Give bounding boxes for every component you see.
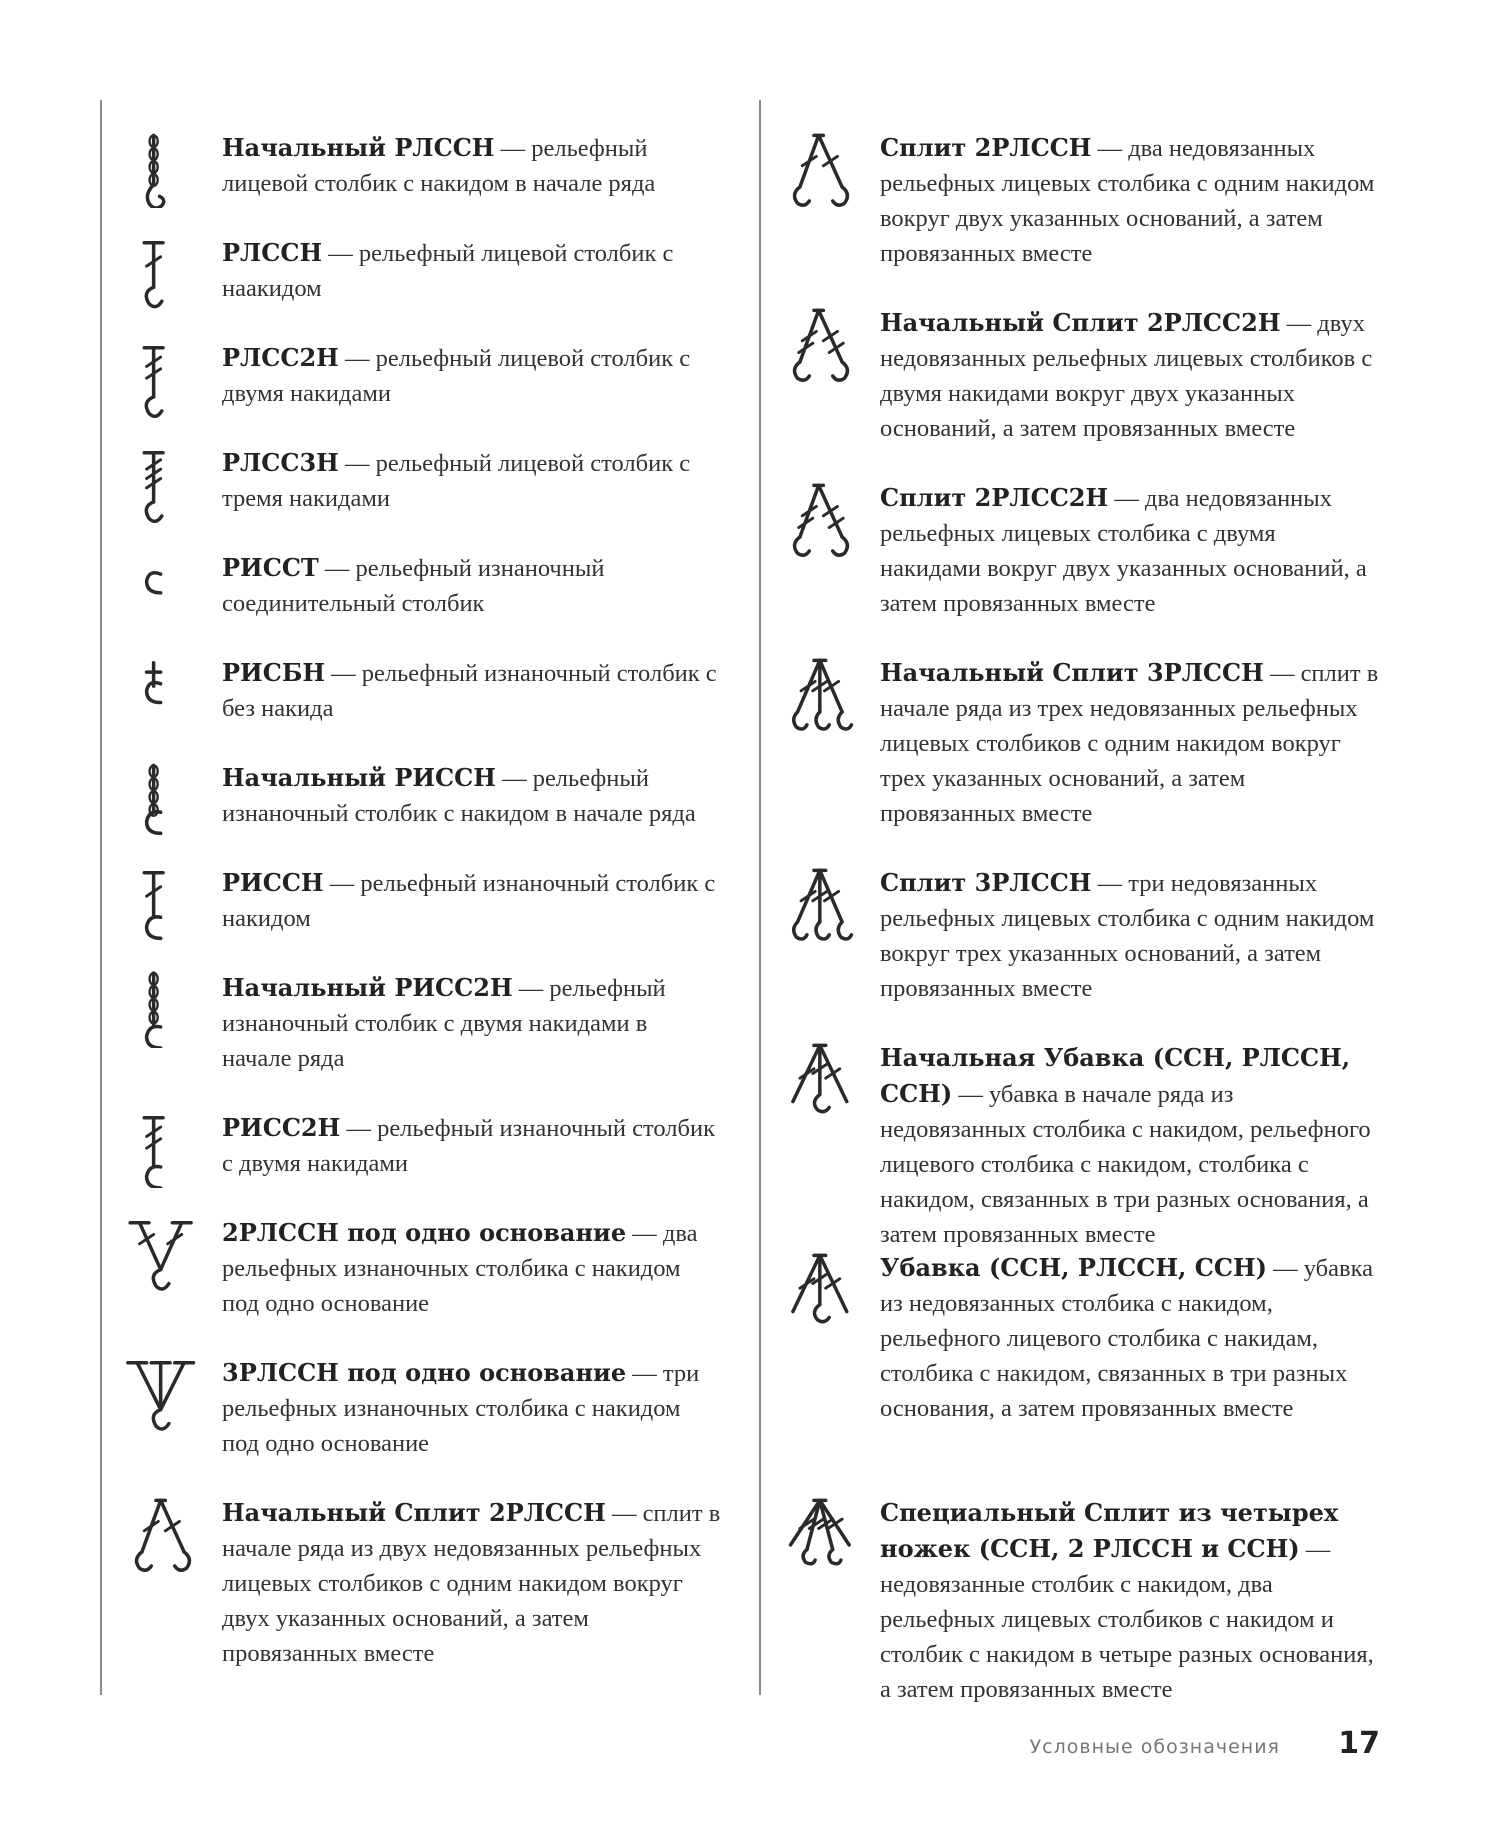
entry-term: Начальный Сплит 2РЛССН (222, 1498, 606, 1527)
legend-entry (122, 1355, 722, 1461)
initial-cluster-icon (780, 1036, 862, 1118)
legend-entry (122, 760, 722, 831)
entry-text (880, 130, 1382, 271)
legend-entry (122, 1495, 722, 1671)
entry-text (222, 655, 722, 726)
page-footer (1000, 1724, 1380, 1764)
entry-description: — три рельефных изнаночных столбика с накидом под одно основание (222, 1360, 700, 1457)
entry-description: — рельефный изнаночный соединительный столбик (222, 555, 605, 617)
legend-entry (780, 305, 1382, 446)
entry-term: РИСБН (222, 658, 326, 687)
entry-text (880, 865, 1382, 1006)
legend-entry (122, 130, 722, 201)
entry-description: — два рельефных изнаночных столбика с накидом под одно основание (222, 1220, 698, 1317)
entry-description: — недовязанные столбик с накидом, два рельефных лицевых столбиков с накидом и столбик с накидом в четыре разных основания, а затем провязанных вместе (880, 1536, 1374, 1703)
initial-bpdc-icon (122, 756, 204, 838)
legend-entry (122, 1215, 722, 1321)
fptr-icon (122, 336, 204, 418)
entry-text (222, 445, 722, 516)
legend-entry (122, 655, 722, 726)
entry-description: — три недовязанных рельефных лицевых столбика с одним накидом вокруг трех указанных оснований, а затем провязанных вместе (880, 870, 1375, 1002)
legend-entry (780, 865, 1382, 1006)
initial-split-2fptr-icon (780, 301, 862, 383)
entry-term: 2РЛССН под одно основание (222, 1218, 627, 1247)
entry-description: — убавка из недовязанных столбика с накидом, рельефного лицевого столбика с накидам, столбика с накидом, связанных в три разных основания, а затем провязанных вместе (880, 1255, 1373, 1422)
entry-term: Сплит 3РЛССН (880, 868, 1092, 897)
split-2fptr-icon (780, 476, 862, 558)
entry-text (880, 1495, 1382, 1707)
legend-entry (780, 130, 1382, 271)
entry-text (880, 305, 1382, 446)
entry-text (880, 1250, 1382, 1426)
entry-term: Начальная Убавка (ССН, РЛССН, ССН) (880, 1043, 1351, 1108)
entry-description: — рельефный изнаночный столбик с двумя накидами в начале ряда (222, 975, 666, 1072)
entry-term: Начальный Сплит 2РЛСС2Н (880, 308, 1281, 337)
legend-entry (122, 235, 722, 306)
initial-bptr-icon (122, 966, 204, 1048)
entry-description: — рельефный лицевой столбик с накидом в начале ряда (222, 135, 656, 197)
bpslst-icon (122, 546, 204, 628)
entry-text (222, 1495, 722, 1671)
entry-description: — двух недовязанных рельефных лицевых столбиков с двумя накидами вокруг двух указанных оснований, а затем провязанных вместе (880, 310, 1373, 442)
legend-entry (780, 480, 1382, 621)
entry-term: Сплит 2РЛССН (880, 133, 1092, 162)
entry-description: — рельефный изнаночный столбик с накидом в начале ряда (222, 765, 696, 827)
bpsc-icon (122, 651, 204, 733)
legend-entry (780, 1495, 1382, 1707)
entry-description: — рельефный изнаночный столбик с без накида (222, 660, 717, 722)
entry-term: Убавка (ССН, РЛССН, ССН) (880, 1253, 1267, 1282)
entry-term: Сплит 2РЛСС2Н (880, 483, 1109, 512)
entry-description: — два недовязанных рельефных лицевых столбика с двумя накидами вокруг двух указанных оснований, а затем провязанных вместе (880, 485, 1367, 617)
entry-term: РЛСС3Н (222, 448, 339, 477)
split-3fpdc-icon (780, 861, 862, 943)
two-fpdc-same-stitch-icon (122, 1211, 204, 1293)
entry-text (222, 865, 722, 936)
entry-description: — сплит в начале ряда из двух недовязанных рельефных лицевых столбиков с одним накидом вокруг двух указанных оснований, а затем провязанных вместе (222, 1500, 721, 1667)
legend-entry (122, 445, 722, 516)
entry-text (222, 1355, 722, 1461)
legend-entry (122, 970, 722, 1076)
initial-split-3fpdc-icon (780, 651, 862, 733)
entry-description: — рельефный лицевой столбик с наакидом (222, 240, 674, 302)
entry-description: — рельефный лицевой столбик с двумя накидами (222, 345, 691, 407)
entry-text (222, 760, 722, 831)
entry-text (222, 340, 722, 411)
entry-description: — рельефный изнаночный столбик с накидом (222, 870, 716, 932)
bptr-icon (122, 1106, 204, 1188)
entry-text (222, 970, 722, 1076)
legend-entry (780, 1250, 1382, 1426)
entry-text (222, 130, 722, 201)
entry-text (222, 1110, 722, 1181)
entry-term: Начальный Сплит 3РЛССН (880, 658, 1264, 687)
special-split-four-legs-icon (780, 1491, 862, 1573)
entry-term: Начальный РИССН (222, 763, 496, 792)
left-margin-rule (100, 100, 102, 1695)
entry-text (222, 1215, 722, 1321)
legend-entry (780, 655, 1382, 831)
legend-entry (780, 1040, 1382, 1252)
entry-text (222, 235, 722, 306)
entry-description: — убавка в начале ряда из недовязанных столбика с накидом, рельефного лицевого столбика с накидом, столбика с накидом, связанных в три разных основания, а затем провязанных вместе (880, 1081, 1371, 1248)
column-divider-rule (759, 100, 761, 1695)
initial-fpdc-icon (122, 126, 204, 208)
entry-term: РЛССН (222, 238, 323, 267)
legend-entry (122, 340, 722, 411)
legend-entry (122, 550, 722, 621)
bpdc-icon (122, 861, 204, 943)
entry-text (880, 480, 1382, 621)
entry-description: — рельефный изнаночный столбик с двумя накидами (222, 1115, 715, 1177)
entry-description: — два недовязанных рельефных лицевых столбика с одним накидом вокруг двух указанных оснований, а затем провязанных вместе (880, 135, 1375, 267)
page-number: 17 (1338, 1726, 1380, 1761)
three-fpdc-same-stitch-icon (122, 1351, 204, 1433)
fpdtr-icon (122, 441, 204, 523)
entry-term: Начальный РИСС2Н (222, 973, 513, 1002)
entry-term: Начальный РЛССН (222, 133, 495, 162)
entry-term: 3РЛССН под одно основание (222, 1358, 627, 1387)
entry-term: РИСС2Н (222, 1113, 341, 1142)
entry-text (880, 655, 1382, 831)
entry-term: РЛСС2Н (222, 343, 339, 372)
entry-text (880, 1040, 1382, 1252)
cluster-icon (780, 1246, 862, 1328)
entry-description: — рельефный лицевой столбик с тремя накидами (222, 450, 691, 512)
fpdc-icon (122, 231, 204, 313)
legend-entry (122, 865, 722, 936)
entry-term: РИССН (222, 868, 324, 897)
entry-description: — сплит в начале ряда из трех недовязанных рельефных лицевых столбиков с одним накидом вокруг трех указанных оснований, а затем провязанных вместе (880, 660, 1379, 827)
split-2fpdc-icon (780, 126, 862, 208)
entry-term: Специальный Сплит из четырех ножек (ССН, 2 РЛССН и ССН) (880, 1498, 1339, 1563)
initial-split-2fpdc-icon (122, 1491, 204, 1573)
section-title: Условные обозначения (1029, 1736, 1280, 1758)
entry-term: РИССТ (222, 553, 319, 582)
legend-entry (122, 1110, 722, 1181)
entry-text (222, 550, 722, 621)
